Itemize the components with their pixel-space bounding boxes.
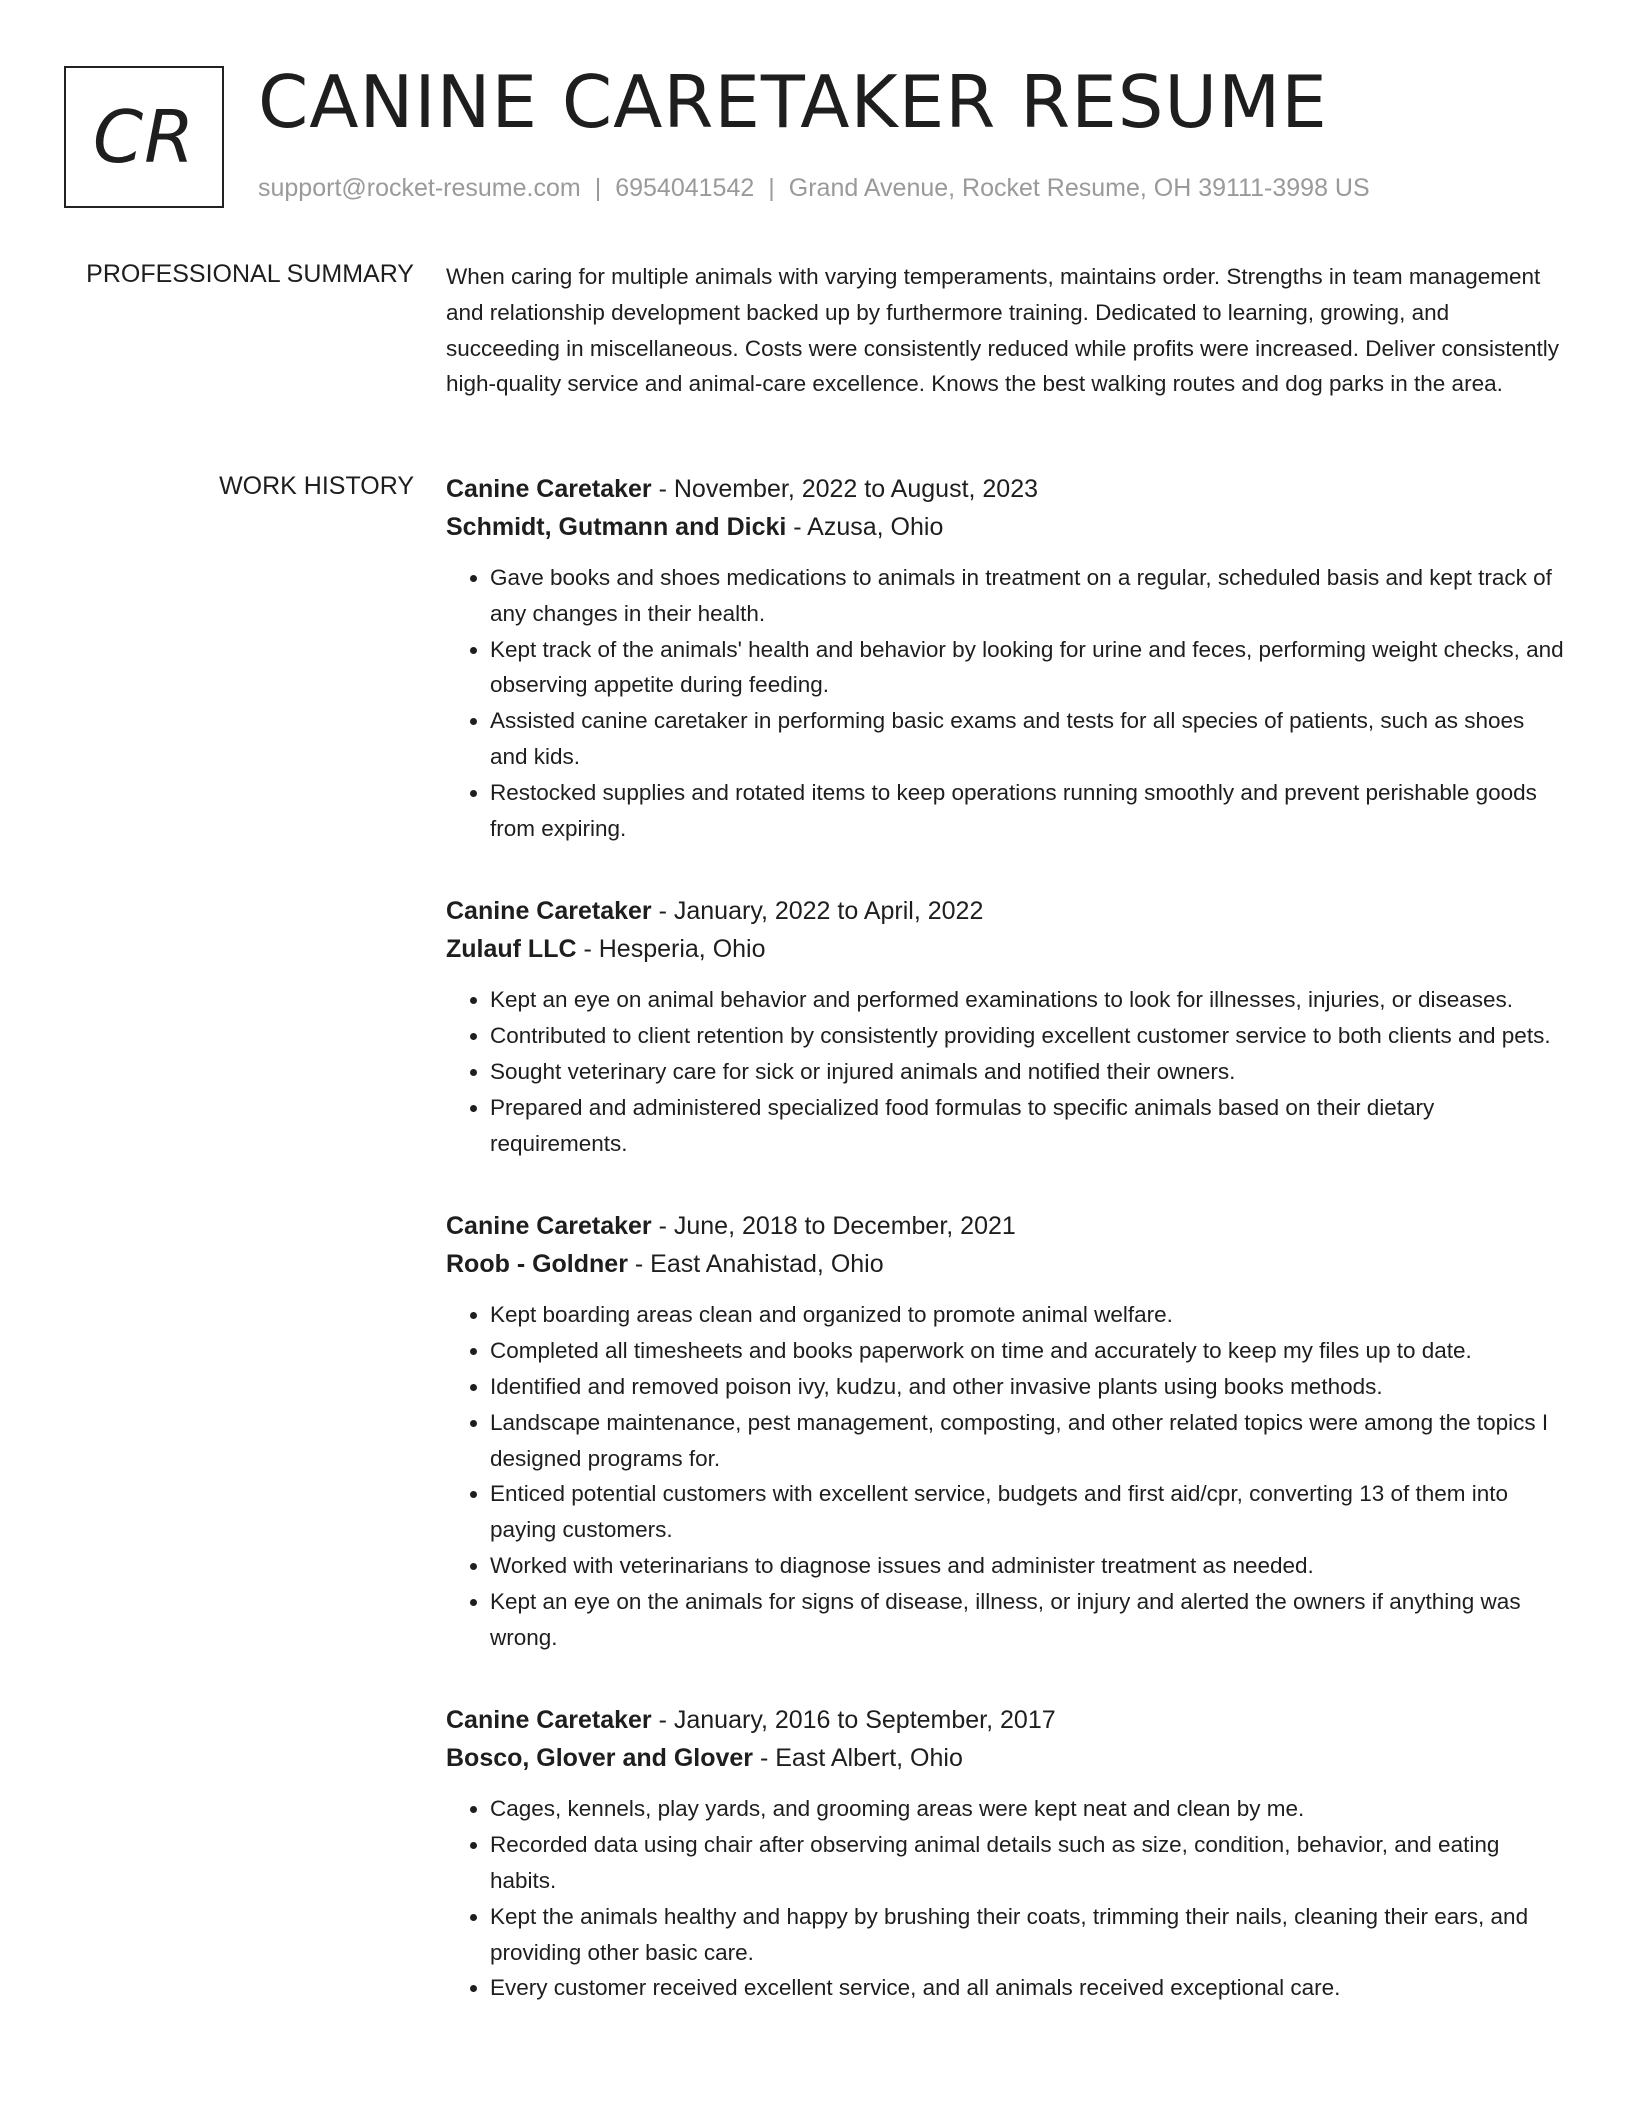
job-dates: - November, 2022 to August, 2023: [651, 475, 1039, 503]
job-bullet: • Sought veterinary care for sick or injured animals and notified their owners.: [490, 1054, 1566, 1090]
job-company: Zulauf LLC: [446, 935, 577, 964]
job-title-line: [446, 470, 1566, 508]
job-bullet: • Worked with veterinarians to diagnose issues and administer treatment as needed.: [490, 1548, 1566, 1584]
section-label-professional-summary: PROFESSIONAL SUMMARY: [86, 260, 414, 288]
job-bullet-list: [446, 560, 1566, 846]
job-entry: [446, 1701, 1566, 2006]
job-title: Canine Caretaker: [446, 475, 652, 503]
contact-separator: |: [768, 174, 775, 202]
job-location: - East Anahistad, Ohio: [627, 1250, 884, 1279]
monogram-box: [64, 66, 224, 208]
monogram-initials: CR: [92, 95, 196, 179]
job-company: Bosco, Glover and Glover: [446, 1744, 754, 1773]
work-history-list: [446, 470, 1566, 2052]
job-bullet: • Every customer received excellent service, and all animals received exceptional care.: [490, 1970, 1566, 2006]
job-title-line: [446, 892, 1566, 930]
job-title-line: [446, 1207, 1566, 1245]
job-location: - Hesperia, Ohio: [576, 935, 766, 964]
contact-separator: |: [594, 174, 602, 202]
job-company: Roob - Goldner: [446, 1250, 628, 1279]
job-location: - Azusa, Ohio: [786, 513, 944, 541]
job-dates: - January, 2016 to September, 2017: [651, 1706, 1056, 1735]
job-company-line: [446, 1245, 1566, 1283]
job-bullet: • Kept boarding areas clean and organized to promote animal welfare.: [490, 1297, 1566, 1333]
job-bullet: • Restocked supplies and rotated items to keep operations running smoothly and prevent perishable goods from expiring.: [490, 775, 1566, 847]
job-bullet: • Enticed potential customers with excellent service, budgets and first aid/cpr, converting 13 of them into paying customers.: [490, 1476, 1566, 1548]
job-bullet: • Identified and removed poison ivy, kudzu, and other invasive plants using books methods.: [490, 1369, 1566, 1405]
job-bullet-list: [446, 982, 1566, 1161]
job-dates: - January, 2022 to April, 2022: [651, 897, 984, 926]
job-company-line: [446, 1739, 1566, 1777]
job-bullet: • Kept an eye on animal behavior and performed examinations to look for illnesses, injuries, or diseases.: [490, 982, 1566, 1018]
job-bullet: • Recorded data using chair after observing animal details such as size, condition, behavior, and eating habits.: [490, 1827, 1566, 1899]
job-bullet: • Assisted canine caretaker in performing basic exams and tests for all species of patients, such as shoes and kids.: [490, 703, 1566, 775]
job-dates: - June, 2018 to December, 2021: [651, 1212, 1016, 1241]
section-label-work-history: WORK HISTORY: [219, 472, 414, 500]
job-bullet-list: [446, 1791, 1566, 2006]
job-title: Canine Caretaker: [446, 897, 652, 926]
job-bullet: • Kept an eye on the animals for signs of disease, illness, or injury and alerted the owners if anything was wrong.: [490, 1584, 1566, 1656]
job-location: - East Albert, Ohio: [753, 1744, 963, 1773]
job-bullet: • Cages, kennels, play yards, and grooming areas were kept neat and clean by me.: [490, 1791, 1566, 1827]
job-bullet: • Kept track of the animals' health and behavior by looking for urine and feces, performing weight checks, and observing appetite during feeding.: [490, 632, 1566, 704]
job-bullet: • Landscape maintenance, pest management, composting, and other related topics were among the topics I designed programs for.: [490, 1405, 1566, 1477]
job-bullet: • Gave books and shoes medications to animals in treatment on a regular, scheduled basis and kept track of any changes in their health.: [490, 560, 1566, 632]
job-entry: [446, 470, 1566, 846]
job-bullet: • Contributed to client retention by consistently providing excellent customer service to both clients and pets.: [490, 1018, 1566, 1054]
job-company-line: [446, 508, 1566, 546]
job-bullet-list: [446, 1297, 1566, 1655]
job-title: Canine Caretaker: [446, 1212, 652, 1241]
job-bullet: • Prepared and administered specialized food formulas to specific animals based on their dietary requirements.: [490, 1090, 1566, 1162]
job-title-line: [446, 1701, 1566, 1739]
contact-email[interactable]: support@rocket-resume.com: [258, 174, 581, 202]
contact-line: [258, 174, 1370, 203]
job-entry: [446, 1207, 1566, 1655]
contact-phone[interactable]: 6954041542: [615, 174, 755, 202]
resume-title: CANINE CARETAKER RESUME: [258, 60, 1328, 144]
job-company-line: [446, 930, 1566, 968]
job-title: Canine Caretaker: [446, 1706, 652, 1735]
job-entry: [446, 892, 1566, 1161]
job-bullet: • Completed all timesheets and books paperwork on time and accurately to keep my files up to date.: [490, 1333, 1566, 1369]
contact-address: Grand Avenue, Rocket Resume, OH 39111-3998 US: [788, 174, 1370, 202]
professional-summary-text: When caring for multiple animals with varying temperaments, maintains order. Strengths in team management and relationship development backed up by furthermore training. Dedicated to learning, growing, and succeeding in miscellaneous. Costs were consistently reduced while profits were increased. Deliver consistently high-quality service and animal-care excellence. Knows the best walking routes and dog parks in the area.: [446, 264, 1560, 397]
job-company: Schmidt, Gutmann and Dicki: [446, 513, 787, 541]
job-bullet: • Kept the animals healthy and happy by brushing their coats, trimming their nails, cleaning their ears, and providing other basic care.: [490, 1899, 1566, 1971]
